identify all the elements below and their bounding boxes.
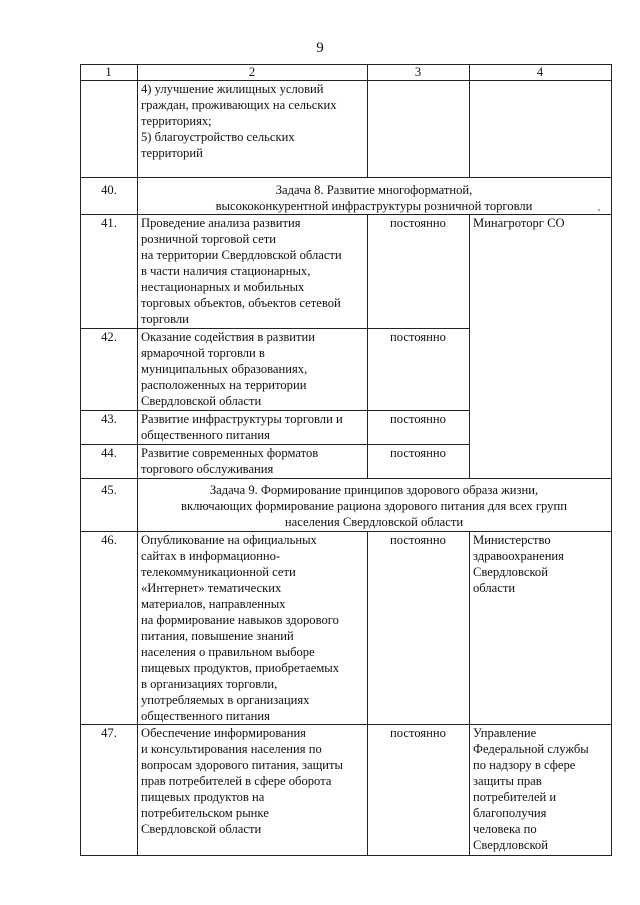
activity-cell (138, 445, 368, 479)
activity-cell (138, 532, 368, 725)
text-line: Свердловской области (141, 394, 262, 408)
activity-cell (138, 329, 368, 411)
text-line: защиты прав (473, 774, 542, 788)
text-line: потребительском рынке (141, 806, 269, 820)
header-cell: 2 (138, 65, 368, 81)
term-cell: постоянно (368, 215, 470, 329)
row-number: 47. (81, 725, 138, 856)
term-cell: постоянно (368, 725, 470, 856)
row-number: 43. (81, 411, 138, 445)
text-line: питания, повышение знаний (141, 629, 294, 643)
text-line: Задача 8. Развитие многоформатной, (275, 183, 473, 197)
executor-cell (470, 81, 612, 178)
text-line: пищевых продуктов на (141, 790, 265, 804)
text-line: Свердловской (473, 838, 548, 852)
row-number: 42. (81, 329, 138, 411)
text-line: населения о правильном выборе (141, 645, 315, 659)
text-line: розничной торговой сети (141, 232, 277, 246)
header-cell: 4 (470, 65, 612, 81)
activity-cell (138, 725, 368, 856)
text-line: общественного питания (141, 709, 270, 723)
text-line: прав потребителей в сфере оборота (141, 774, 332, 788)
text-line: муниципальных образованиях, (141, 362, 308, 376)
text-line: и консультирования населения по (141, 742, 322, 756)
term-cell: постоянно (368, 411, 470, 445)
margin-mark: ' (598, 207, 600, 219)
text-line: Опубликование на официальных (141, 533, 317, 547)
executor-cell (470, 215, 612, 479)
table-row (81, 532, 612, 725)
task-row (81, 479, 612, 532)
text-line: вопросам здорового питания, защиты (141, 758, 344, 772)
text-line: по надзору в сфере (473, 758, 576, 772)
text-line: Развитие современных форматов (141, 446, 319, 460)
task-title (138, 178, 612, 215)
term-cell: постоянно (368, 532, 470, 725)
text-line: Управление (473, 726, 537, 740)
text-line: Оказание содействия в развитии (141, 330, 316, 344)
text-line: территорий (141, 146, 203, 160)
text-line: населения Свердловской области (284, 515, 464, 529)
text-line: здравоохранения (473, 549, 564, 563)
text-line: торговли (141, 312, 189, 326)
text-line: на территории Свердловской области (141, 248, 342, 262)
executor-cell (470, 532, 612, 725)
page-number: 9 (316, 40, 324, 56)
text-line: в части наличия стационарных, (141, 264, 311, 278)
activity-cell (138, 411, 368, 445)
text-line: человека по (473, 822, 537, 836)
text-line: употребляемых в организациях (141, 693, 310, 707)
text-line: ярмарочной торговли в (141, 346, 265, 360)
text-line: Проведение анализа развития (141, 216, 301, 230)
table-row (81, 215, 612, 329)
header-row (81, 65, 612, 81)
text-line: 5) благоустройство сельских (141, 130, 295, 144)
activity-cell (138, 215, 368, 329)
text-line: области (473, 581, 516, 595)
text-line: территориях; (141, 114, 212, 128)
text-line: Задача 9. Формирование принципов здорового образа жизни, (209, 483, 539, 497)
text-line: Свердловской (473, 565, 548, 579)
header-cell: 1 (81, 65, 138, 81)
plan-table (80, 64, 612, 856)
term-cell (368, 81, 470, 178)
text-line: торговых объектов, объектов сетевой (141, 296, 341, 310)
text-line: сайтах в информационно- (141, 549, 281, 563)
text-line: нестационарных и мобильных (141, 280, 305, 294)
text-line: материалов, направленных (141, 597, 286, 611)
text-line: в организациях торговли, (141, 677, 278, 691)
text-line: высококонкурентной инфраструктуры розничной торговли (215, 199, 533, 213)
row-number: 46. (81, 532, 138, 725)
text-line: граждан, проживающих на сельских (141, 98, 337, 112)
row-number: 45. (81, 479, 138, 532)
activity-cell (138, 81, 368, 178)
text-line: благополучия (473, 806, 547, 820)
text-line: включающих формирование рациона здорового питания для всех групп (181, 499, 567, 513)
row-number: 41. (81, 215, 138, 329)
row-number: 40. (81, 178, 138, 215)
text-line: «Интернет» тематических (141, 581, 282, 595)
text-line: пищевых продуктов, приобретаемых (141, 661, 340, 675)
text-line: общественного питания (141, 428, 270, 442)
text-line: Развитие инфраструктуры торговли и (141, 412, 343, 426)
task-row (81, 178, 612, 215)
term-cell: постоянно (368, 445, 470, 479)
text-line: на формирование навыков здорового (141, 613, 339, 627)
row-number: 44. (81, 445, 138, 479)
executor-cell (470, 725, 612, 856)
text-line: Федеральной службы (473, 742, 589, 756)
text-line: расположенных на территории (141, 378, 307, 392)
text-line: торгового обслуживания (141, 462, 274, 476)
table-row (81, 725, 612, 856)
header-cell: 3 (368, 65, 470, 81)
row-number (81, 81, 138, 178)
term-cell: постоянно (368, 329, 470, 411)
text-line: телекоммуникационной сети (141, 565, 296, 579)
table-row (81, 81, 612, 178)
text-line: потребителей и (473, 790, 557, 804)
task-title (138, 479, 612, 532)
text-line: Обеспечение информирования (141, 726, 306, 740)
text-line: 4) улучшение жилищных условий (141, 82, 324, 96)
text-line: Министерство (473, 533, 551, 547)
text-line: Минагроторг СО (473, 216, 565, 230)
text-line: Свердловской области (141, 822, 262, 836)
